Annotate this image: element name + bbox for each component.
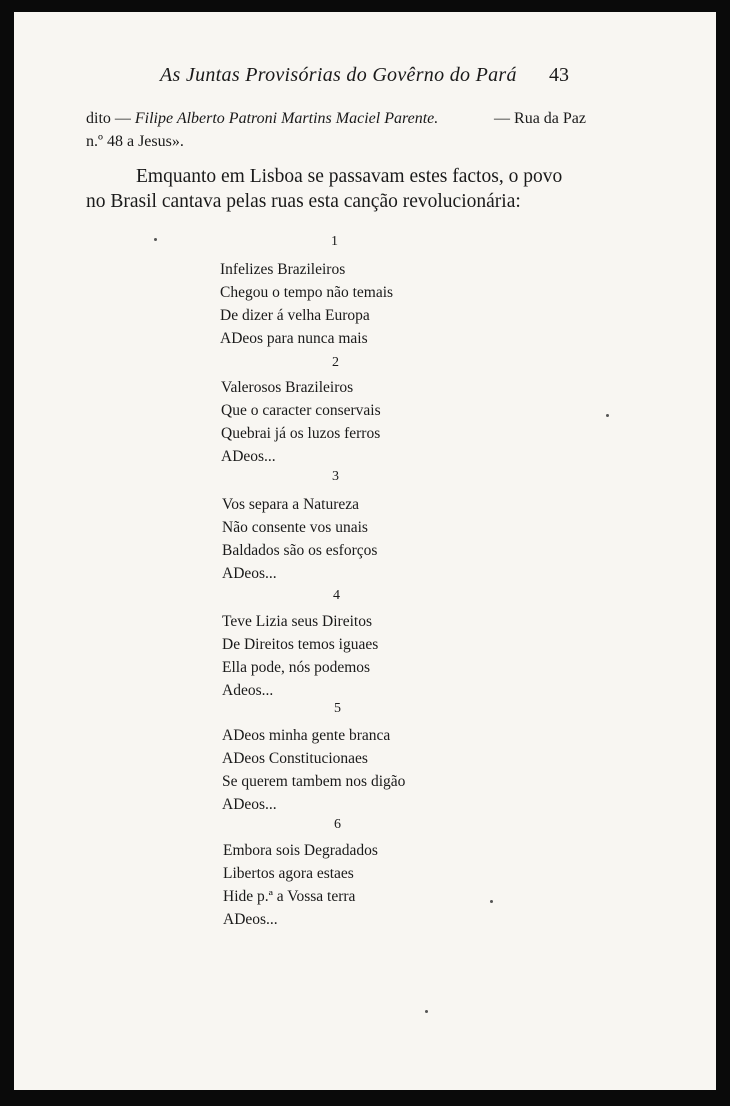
quote-line-1 <box>86 107 586 130</box>
stanza-number: 5 <box>334 701 341 716</box>
verse-line: De Direitos temos iguaes <box>222 636 379 653</box>
verse-line: Embora sois Degradados <box>223 842 378 859</box>
verse-line: ADeos minha gente branca <box>222 727 391 744</box>
stanza <box>221 376 521 468</box>
stanza-number: 6 <box>334 817 341 832</box>
stanza <box>222 724 522 816</box>
verse-line: Teve Lizia seus Direitos <box>222 613 372 630</box>
stanza-number: 4 <box>333 588 340 603</box>
verse-line: Ella pode, nós podemos <box>222 659 371 676</box>
paragraph-line-1: Emquanto em Lisboa se passavam estes factos, o povo <box>136 166 563 187</box>
verse-line: Vos separa a Natureza <box>222 496 359 513</box>
stanza-number: 2 <box>332 355 339 370</box>
verse-line: Se querem tambem nos digão <box>222 773 406 790</box>
verse-line: Baldados são os esforços <box>222 542 378 559</box>
paragraph-line-2: no Brasil cantava pelas ruas esta canção revolucionária: <box>86 191 521 212</box>
ink-speck <box>154 238 157 241</box>
verse-line: ADeos... <box>222 796 277 813</box>
stanza <box>220 258 520 350</box>
verse-line: Infelizes Brazileiros <box>220 261 346 278</box>
verse-line: ADeos Constitucionaes <box>222 750 368 767</box>
book-page <box>14 12 716 1090</box>
running-header <box>14 64 716 94</box>
verse-line: ADeos para nunca mais <box>220 330 368 347</box>
quote-ending <box>86 107 586 153</box>
page-number: 43 <box>549 64 569 86</box>
verse-line: ADeos... <box>223 911 278 928</box>
verse-line: Quebrai já os luzos ferros <box>221 425 381 442</box>
stanza <box>222 493 522 585</box>
stanza <box>223 839 523 931</box>
ink-speck <box>606 414 609 417</box>
verse-line: Chegou o tempo não temais <box>220 284 394 301</box>
verse-line: Não consente vos unais <box>222 519 368 536</box>
quote-prefix: dito — <box>86 110 131 127</box>
verse-line: Libertos agora estaes <box>223 865 354 882</box>
quote-author-name: Filipe Alberto Patroni Martins Maciel Parente. <box>134 110 439 127</box>
verse-line: ADeos... <box>222 565 277 582</box>
body-paragraph <box>86 164 586 214</box>
stanza-number: 1 <box>331 234 338 249</box>
verse-line: Que o caracter conservais <box>221 402 381 419</box>
verse-line: Hide p.ª a Vossa terra <box>223 888 356 905</box>
verse-line: ADeos... <box>221 448 276 465</box>
quote-suffix: — Rua da Paz <box>494 110 586 127</box>
verse-line: Adeos... <box>222 682 274 699</box>
quote-line-2: n.º 48 a Jesus». <box>86 133 184 150</box>
ink-speck <box>490 900 493 903</box>
verse-line: De dizer á velha Europa <box>220 307 370 324</box>
stanza-number: 3 <box>332 469 339 484</box>
ink-speck <box>425 1010 428 1013</box>
verse-line: Valerosos Brazileiros <box>221 379 354 396</box>
running-title: As Juntas Provisórias do Govêrno do Pará <box>160 64 517 86</box>
stanza <box>222 610 522 702</box>
